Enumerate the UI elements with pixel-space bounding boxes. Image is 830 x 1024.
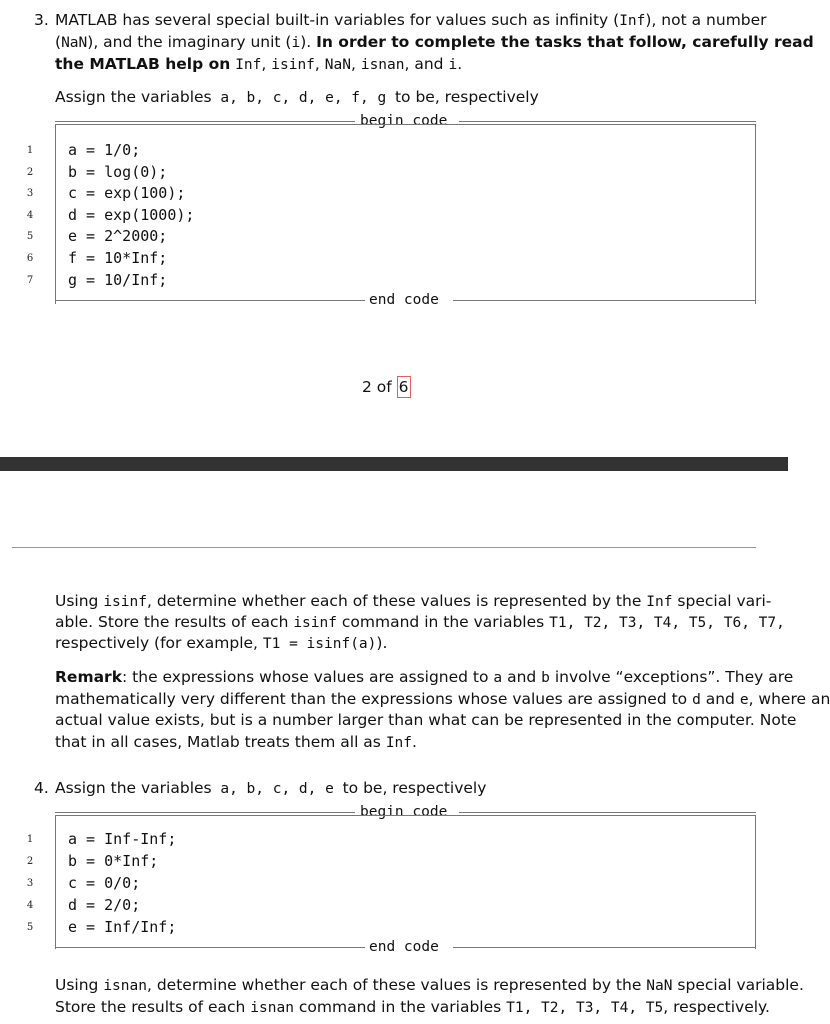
line-number: 3 [26, 188, 34, 200]
code-line: c = exp(100); [68, 184, 186, 203]
code-end-footer: end code [55, 937, 756, 957]
line-number: 5 [26, 231, 34, 243]
code-line: c = 0/0; [68, 874, 141, 892]
isnan-task-line2: Store the results of each isnan command in the variables T1, T2, T3, T4, T5, respectively. [55, 998, 770, 1016]
code-end-footer: end code [55, 290, 756, 310]
line-number: 3 [26, 878, 34, 889]
line-number: 2 [26, 856, 34, 867]
line-number: 6 [26, 253, 34, 264]
code-line: a = 1/0; [68, 141, 141, 159]
line-number: 1 [26, 834, 34, 845]
remark-label: Remark [55, 668, 123, 686]
horizontal-rule [12, 547, 756, 548]
code-line: d = 2/0; [68, 896, 141, 914]
code-line: b = log(0); [68, 162, 168, 181]
remark-line3: actual value exists, but is a number larger than what can be represented in the computer. Note [55, 711, 797, 729]
code-line: f = 10*Inf; [68, 249, 168, 267]
remark-line4: that in all cases, Matlab treats them all as Inf. [55, 733, 417, 751]
q3-intro-line1: MATLAB has several special built-in variables for values such as infinity (Inf), not a number [55, 11, 767, 29]
line-number: 1 [26, 145, 34, 156]
total-pages-link[interactable]: 6 [398, 378, 409, 396]
code-begin-header: begin code [55, 111, 756, 131]
q3-intro-line2: (NaN), and the imaginary unit (i). In order to complete the tasks that follow, carefully read [55, 33, 814, 51]
remark-line2: mathematically very different than the expressions whose values are assigned to d and e, where an [55, 690, 830, 708]
code-line: d = exp(1000); [68, 205, 195, 224]
remark-line1: Remark: the expressions whose values are assigned to a and b involve “exceptions”. They are [55, 668, 794, 686]
code-line: e = Inf/Inf; [68, 918, 177, 936]
q3-assign-line: Assign the variables a, b, c, d, e, f, g to be, respectively [55, 88, 539, 106]
code-line: g = 10/Inf; [68, 270, 168, 289]
line-number: 7 [26, 274, 34, 286]
q4-number: 4. [34, 779, 49, 797]
code-line: b = 0*Inf; [68, 852, 159, 870]
line-number: 5 [26, 922, 34, 933]
isnan-task-line1: Using isnan, determine whether each of these values is represented by the NaN special variable. [55, 976, 804, 994]
page-separator [0, 457, 788, 471]
page-indicator [362, 376, 411, 398]
isinf-task-line1: Using isinf, determine whether each of these values is represented by the Inf special vari- [55, 592, 772, 610]
isinf-task-line3: respectively (for example, T1 = isinf(a)). [55, 634, 388, 652]
line-number: 2 [26, 166, 34, 178]
q3-intro-line3: the MATLAB help on Inf, isinf, NaN, isnan, and i. [55, 55, 463, 73]
code-begin-header: begin code [55, 802, 756, 822]
code-line: a = Inf-Inf; [68, 830, 177, 848]
isinf-task-line2: able. Store the results of each isinf command in the variables T1, T2, T3, T4, T5, T6, T7, [55, 613, 785, 631]
line-number: 4 [26, 209, 34, 221]
q3-number: 3. [34, 11, 49, 29]
q4-assign-line: Assign the variables a, b, c, d, e to be, respectively [55, 779, 487, 797]
page-indicator-prefix: 2 of [362, 378, 397, 396]
code-line: e = 2^2000; [68, 227, 168, 246]
line-number: 4 [26, 900, 34, 911]
